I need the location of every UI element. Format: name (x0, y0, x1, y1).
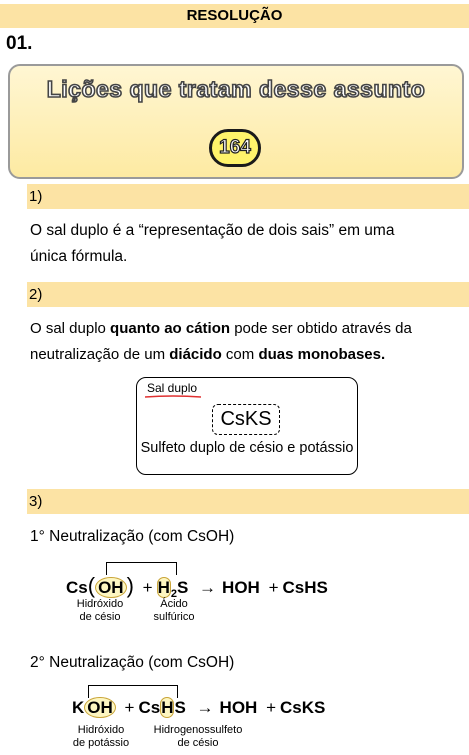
product-hoh: HOH (219, 698, 258, 717)
section-3-label: 3) (29, 493, 43, 510)
oh-group: OH (84, 697, 116, 718)
s-atom: S (174, 698, 186, 717)
equation-2 (66, 682, 466, 754)
red-underline (145, 395, 201, 398)
product-cks: CsKS (280, 698, 326, 717)
step-1-title: 1° Neutralização (com CsOH) (30, 528, 235, 545)
double-salt-caption: Sulfeto duplo de césio e potássio (140, 440, 354, 456)
arrow-icon: → (199, 578, 217, 597)
section-1-text (30, 218, 466, 270)
label-cesium-hydroxide (68, 598, 132, 624)
label-line: de césio (177, 737, 219, 749)
section-2-line-2 (30, 342, 466, 368)
section-1-label: 1) (29, 188, 43, 205)
section-2-text (30, 316, 466, 368)
double-salt-label: Sal duplo (147, 381, 198, 395)
bold-monobases: duas monobases. (258, 346, 386, 363)
lessons-card (8, 64, 464, 179)
arrow-icon: → (196, 698, 214, 717)
text: pode ser obtido através da (230, 320, 412, 337)
h-atom: H (161, 698, 174, 717)
step-2-title: 2° Neutralização (com CsOH) (30, 654, 235, 671)
section-1-bar (27, 184, 469, 209)
section-3-bar (27, 489, 469, 514)
label-line: Ácido (160, 598, 188, 610)
plus: + (142, 578, 153, 597)
section-1-line-2: única fórmula. (30, 248, 128, 265)
label-line: de potássio (72, 737, 130, 749)
product-cshs: CsHS (282, 578, 328, 597)
double-salt-box (136, 377, 358, 475)
label-line: Hidrogenossulfeto (153, 724, 243, 736)
product-hoh: HOH (222, 578, 260, 597)
h-atom: H (157, 578, 170, 597)
resolution-header: RESOLUÇÃO (0, 4, 469, 28)
text: com (221, 346, 259, 363)
bold-diacid: diácido (169, 346, 222, 363)
cs: Cs (138, 698, 161, 717)
lessons-title: Lições que tratam desse assunto (46, 76, 426, 102)
lesson-badge[interactable]: 164 (209, 129, 261, 167)
label-potassium-hydroxide (66, 724, 136, 750)
section-2-label: 2) (29, 286, 43, 303)
k-atom: K (72, 698, 85, 717)
section-2-bar (27, 282, 469, 307)
h-subscript: 2 (170, 588, 177, 600)
label-line: Hidróxido (77, 724, 125, 736)
question-number: 01. (6, 33, 33, 54)
section-2-line-1 (30, 316, 466, 342)
label-line: de césio (79, 611, 121, 623)
label-line: sulfúrico (153, 611, 195, 623)
plus: + (124, 698, 135, 717)
label-cesium-hydrogensulfide (148, 724, 248, 750)
plus: + (268, 578, 279, 597)
bold-cation: quanto ao cátion (110, 320, 231, 337)
oh-group: OH (95, 577, 127, 598)
double-salt-formula: CsKS (212, 404, 280, 435)
cs: Cs (66, 578, 88, 597)
plus: + (266, 698, 276, 717)
text: O sal duplo (30, 320, 111, 337)
text: neutralização de um (30, 346, 170, 363)
section-1-line-1: O sal duplo é a “representação de dois sais” em uma (30, 222, 395, 239)
equation-1 (66, 558, 466, 628)
paren-right: ) (126, 573, 134, 598)
label-sulfuric-acid (148, 598, 200, 624)
paren-left: ( (87, 573, 96, 598)
label-line: Hidróxido (76, 598, 124, 610)
s-atom: S (176, 578, 189, 597)
